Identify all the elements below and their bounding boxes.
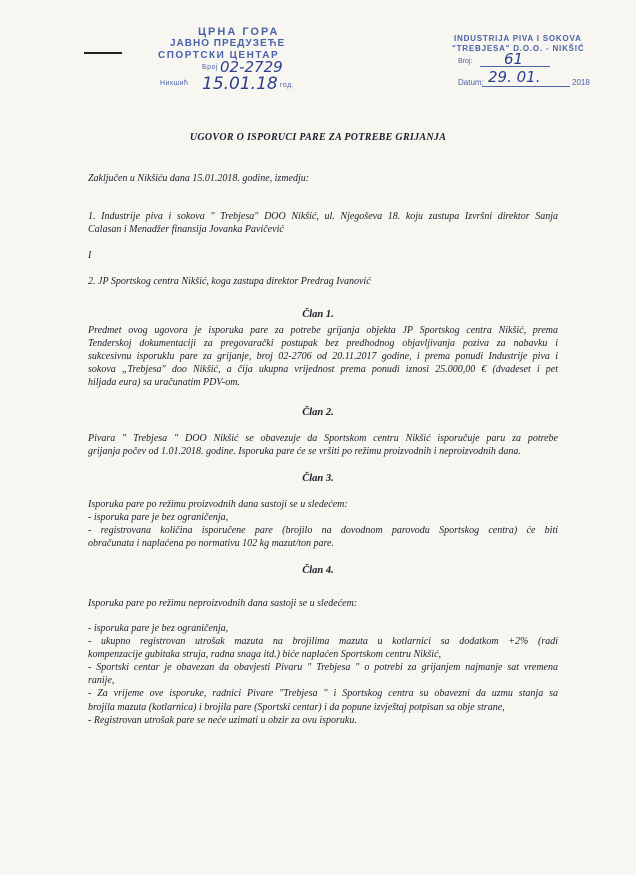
- stamp-underline: [482, 86, 570, 87]
- conjunction: I: [88, 250, 92, 261]
- article-4-intro: Isporuka pare po režimu neproizvodnih dana sastoji se u sledećem:: [88, 598, 358, 609]
- party-1-line: Calasan i Menadžer finansija Jovanka Pavičević: [88, 224, 284, 236]
- article-4-heading: Član 4.: [302, 565, 334, 576]
- article-line: - isporuka pare je bez ograničenja,: [88, 623, 229, 634]
- document-title: UGOVOR O ISPORUCI PARE ZA POTREBE GRIJANJA: [189, 132, 447, 143]
- stamp-date: 29. 01.: [488, 68, 541, 86]
- stamp-number: 61: [504, 50, 524, 68]
- article-line: Isporuka pare po režimu proizvodnih dana sastoji se u sledećem:: [88, 499, 348, 510]
- stamp-line: INDUSTRIJA PIVA I SOKOVA: [454, 34, 582, 43]
- received-stamp-left: [140, 26, 308, 102]
- stamp-date: 15.01.18: [202, 74, 278, 94]
- article-2-body: [88, 432, 558, 458]
- article-line: - Za vrijeme ove isporuke, radnici Pivare "Trebjesa " i Sportskog centra su obavezni da uzmu stanja sa: [88, 688, 558, 700]
- article-line: - Sportski centar je obavezan da obavjesti Pivaru " Trebjesa " o potrebi za grijanjem najmanje sat vremena: [88, 662, 558, 674]
- stamp-number: 02-2729: [220, 58, 283, 76]
- party-1-line: 1. Industrije piva i sokova " Trebjesa" DOO Nikšić, ul. Njegoševa 18. koju zastupa Izvršni direktor Sanja: [88, 211, 558, 222]
- article-line: - isporuka pare je bez ograničenja,: [88, 512, 229, 524]
- article-1-heading: Član 1.: [302, 309, 334, 320]
- article-line: grijanja počev od 1.01.2018. godine. Isporuka pare će se vršiti po režimu proizvodnih i neproizvodnih dana.: [88, 446, 521, 458]
- party-1: [88, 210, 558, 236]
- stamp-place-label: Никшић: [160, 80, 189, 87]
- article-line: - ukupno registrovan utrošak mazuta na brojilima mazuta u kotlarnici sa dodatkom +2% (radi: [88, 636, 558, 648]
- article-3-heading: Član 3.: [302, 473, 334, 484]
- stamp-line: ЈАВНО ПРЕДУЗЕЋЕ: [170, 38, 286, 49]
- article-line: - registrovana količina isporučene pare (brojilo na dovodnom parovodu Sportskog centra) će biti: [88, 525, 558, 537]
- article-line: ranije,: [88, 675, 115, 687]
- article-2-heading: Član 2.: [302, 407, 334, 418]
- stamp-number-label: Broj:: [458, 58, 473, 65]
- stamp-line: ЦРНА ГОРА: [198, 26, 280, 38]
- intro-text: Zaključen u Nikšiću dana 15.01.2018. godine, izmedju:: [88, 173, 310, 184]
- party-2: 2. JP Sportskog centra Nikšić, koga zastupa direktor Predrag Ivanović: [88, 276, 371, 287]
- article-line: obračunata i naplaćena po normativu 102 kg mazut/ton pare.: [88, 538, 334, 550]
- received-stamp-right: [448, 34, 588, 96]
- article-4-body: [88, 622, 558, 727]
- article-line: hiljada eura) sa uračunatim PDV-om.: [88, 377, 240, 389]
- article-line: sokova „Trebjesa" doo Nikšić, a čija ukupna vrijednost prema ponudi iznosi 25.000,00 € (dvadeset i pet: [88, 364, 558, 376]
- stamp-number-label: Број: [202, 64, 218, 71]
- article-line: Pivara " Trebjesa " DOO Nikšić se obavezuje da Sportskom centru Nikšić isporučuje paru za potrebe: [88, 433, 558, 444]
- article-line: sukcesivnu isporuklu pare za grijanje, broj 02-2706 od 20.11.2017 godine, i prema ponudi Industrije piva i: [88, 351, 558, 363]
- margin-dash: [84, 52, 122, 54]
- article-3-body: [88, 498, 558, 550]
- article-1-body: [88, 324, 558, 389]
- stamp-year: 2018: [572, 78, 590, 87]
- article-line: Predmet ovog ugovora je isporuka pare za potrebe grijanja objekta JP Sportskog centra Nikšić, prema: [88, 325, 558, 336]
- stamp-line: СПОРТСКИ ЦЕНТАР: [158, 50, 280, 61]
- stamp-date-label: Datum:: [458, 78, 484, 87]
- stamp-line: "TREBJESA" D.O.O. - NIKŠIĆ: [452, 44, 585, 53]
- article-line: kompenzacije gubitaka struja, radna snaga itd.) biće naplaćen Sportskom centru Nikšić,: [88, 649, 442, 661]
- article-line: Tenderskoj dokumentaciji za pregovarački postupak bez predhodnog objavljivanja poziva za nabavku i: [88, 338, 558, 350]
- article-line: brojila mazuta (kotlarnica) i brojila pare (Sportski centar) i da popune izvještaj potpisan sa obje strane,: [88, 701, 505, 713]
- stamp-year-suffix: год.: [280, 82, 295, 89]
- article-line: - Registrovan utrošak pare se neće uzimati u obzir za ovu isporuku.: [88, 714, 357, 726]
